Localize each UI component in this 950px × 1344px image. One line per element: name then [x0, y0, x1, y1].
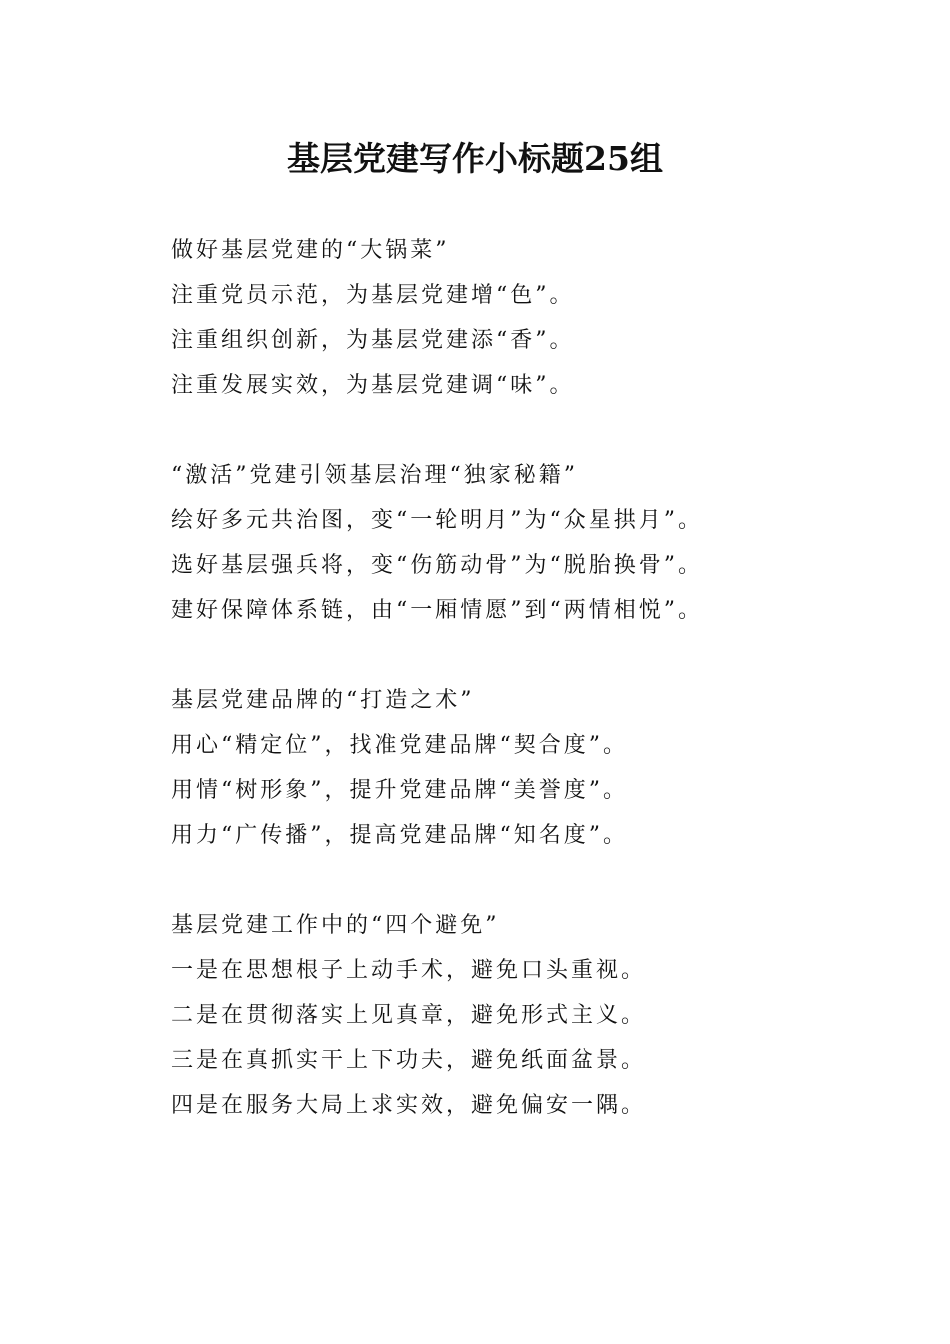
- section-item: 选好基层强兵将，变“伤筋动骨”为“脱胎换骨”。: [171, 553, 703, 578]
- section-heading: 基层党建品牌的“打造之术”: [171, 688, 475, 713]
- section-item: 绘好多元共治图，变“一轮明月”为“众星拱月”。: [171, 508, 703, 533]
- section-item: 一是在思想根子上动手术，避免口头重视。: [171, 958, 647, 983]
- section-item: 注重党员示范，为基层党建增“色”。: [171, 283, 575, 308]
- section-item: 建好保障体系链，由“一厢情愿”到“两情相悦”。: [171, 598, 703, 623]
- section-heading: 基层党建工作中的“四个避免”: [171, 913, 500, 938]
- section-item: 用心“精定位”，找准党建品牌“契合度”。: [171, 733, 628, 758]
- section-item: 用情“树形象”，提升党建品牌“美誉度”。: [171, 778, 628, 803]
- section-big-pot-dish: [171, 228, 911, 408]
- document-body: [171, 228, 911, 1173]
- section-item: 注重发展实效，为基层党建调“味”。: [171, 373, 575, 398]
- section-heading: “激活”党建引领基层治理“独家秘籍”: [171, 463, 578, 488]
- section-item: 用力“广传播”，提高党建品牌“知名度”。: [171, 823, 628, 848]
- document-title: 基层党建写作小标题25组: [287, 139, 663, 178]
- section-heading: 做好基层党建的“大锅菜”: [171, 238, 450, 263]
- section-governance-secrets: [171, 453, 911, 633]
- section-item: 注重组织创新，为基层党建添“香”。: [171, 328, 575, 353]
- section-four-avoidances: [171, 903, 911, 1128]
- section-item: 三是在真抓实干上下功夫，避免纸面盆景。: [171, 1048, 647, 1073]
- section-item: 二是在贯彻落实上见真章，避免形式主义。: [171, 1003, 647, 1028]
- section-item: 四是在服务大局上求实效，避免偏安一隅。: [171, 1093, 647, 1118]
- section-brand-building: [171, 678, 911, 858]
